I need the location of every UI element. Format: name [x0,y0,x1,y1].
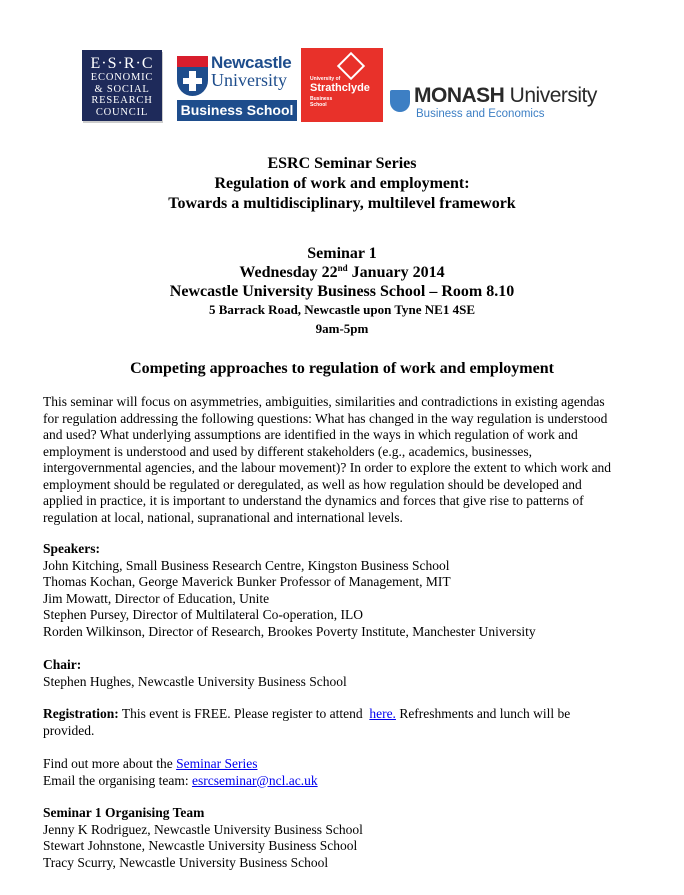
email-link[interactable]: esrcseminar@ncl.ac.uk [191,772,318,788]
strathclyde-logo [301,48,383,122]
speaker-item: Thomas Kochan, George Maverick Bunker Professor of Management, MIT [43,574,451,589]
registration-line2: provided. [43,722,95,738]
strathclyde-logo-sub1: Business [310,96,333,102]
speakers-label: Speakers: [43,541,100,556]
email-text: Email the organising team: [43,772,192,788]
event-date [0,263,684,282]
series-title: ESRC Seminar Series [267,155,417,172]
seminar-number: Seminar 1 [307,245,377,262]
organising-team-section [43,805,643,871]
strathclyde-crest-icon [337,52,365,80]
esrc-logo-line: & SOCIAL [94,83,150,95]
speaker-item: Rorden Wilkinson, Director of Research, Brookes Poverty Institute, Manchester University [43,623,536,639]
newcastle-logo-banner: Business School [177,100,297,121]
newcastle-shield-icon [177,56,208,96]
strathclyde-logo-sub [310,96,332,108]
page-title-line1: Regulation of work and employment: [214,175,470,192]
description-line: This seminar will focus on asymmetries, ambiguities, similarities and contradictions in existing agendas [43,394,605,409]
seminar-series-line [43,756,643,773]
team-member: Tracy Scurry, Newcastle University Business School [43,854,329,870]
seminar-series-link[interactable]: Seminar Series [176,756,258,771]
monash-logo-sub: Business and Economics [416,108,545,120]
event-date-prefix: Wednesday 22 [239,264,338,281]
page-title-line2: Towards a multidisciplinary, multilevel framework [168,195,516,212]
event-address: 5 Barrack Road, Newcastle upon Tyne NE1 4SE [208,302,476,317]
chair-label: Chair: [43,657,82,672]
event-date-sup: nd [337,263,348,273]
monash-logo [390,84,605,122]
seminar-series-text: Find out more about the [43,756,177,771]
registration-label: Registration: [43,706,119,721]
team-member: Jenny K Rodriguez, Newcastle University Business School [43,821,363,837]
event-time: 9am-5pm [315,321,369,336]
email-line [43,773,643,790]
newcastle-logo-name: Newcastle [211,53,292,72]
newcastle-logo-university: University [211,70,287,90]
chair-section [43,657,643,690]
esrc-logo-line: COUNCIL [95,106,149,118]
registration-text-after: Refreshments and lunch will be [395,706,571,721]
monash-logo-bold: MONASH [414,84,505,107]
newcastle-university-logo [175,53,298,121]
monash-logo-rest: University [504,84,597,107]
event-date-suffix: January 2014 [347,264,445,281]
esrc-logo-line: ECONOMIC [90,72,154,83]
speakers-section [43,541,643,640]
esrc-logo [82,50,162,121]
organising-team-label: Seminar 1 Organising Team [43,805,205,820]
registration-text: This event is FREE. Please register to attend [118,706,370,721]
strathclyde-logo-sub2: School [310,102,327,108]
esrc-logo-line: E·S·R·C [90,55,154,72]
description-line: intergovernmental agencies, and the labour movement)? In order to explore the extent to which work and [43,460,612,475]
chair-name: Stephen Hughes, Newcastle University Business School [43,673,347,689]
description-line: and used? What underlying assumptions are identified in the ways in which regulation of work and [43,427,578,442]
description-line: regulation at local, national, supranational and international levels. [43,509,403,525]
registration-line [43,706,643,723]
speaker-item: Stephen Pursey, Director of Multilateral Co-operation, ILO [43,607,364,622]
description-line: applied in practice, it is important to understand the dynamics and forces that give rise to patterns of [43,493,584,508]
esrc-logo-line: RESEARCH [91,95,153,106]
monash-shield-icon [390,90,410,112]
registration-section [43,706,643,739]
description-paragraph [43,394,643,526]
speaker-item: Jim Mowatt, Director of Education, Unite [43,590,270,606]
register-here-link[interactable]: here. [369,706,396,721]
description-line: employment is understood and used by different stakeholders (e.g., academics, businesses, [43,443,533,459]
speaker-item: John Kitching, Small Business Research Centre, Kingston Business School [43,557,450,573]
more-info-section [43,756,643,789]
strathclyde-logo-small: University of [310,76,341,82]
description-line: for regulation addressing the following questions: What has changed in the way regulation is understood [43,410,608,426]
strathclyde-logo-name: Strathclyde [310,82,370,94]
description-line: employment should be regulated or deregulated, as well as how regulation should be developed and [43,476,582,492]
event-venue: Newcastle University Business School – Room 8.10 [169,283,515,300]
monash-logo-name [414,84,597,108]
team-member: Stewart Johnstone, Newcastle University Business School [43,838,358,853]
topic-heading: Competing approaches to regulation of work and employment [130,360,554,377]
